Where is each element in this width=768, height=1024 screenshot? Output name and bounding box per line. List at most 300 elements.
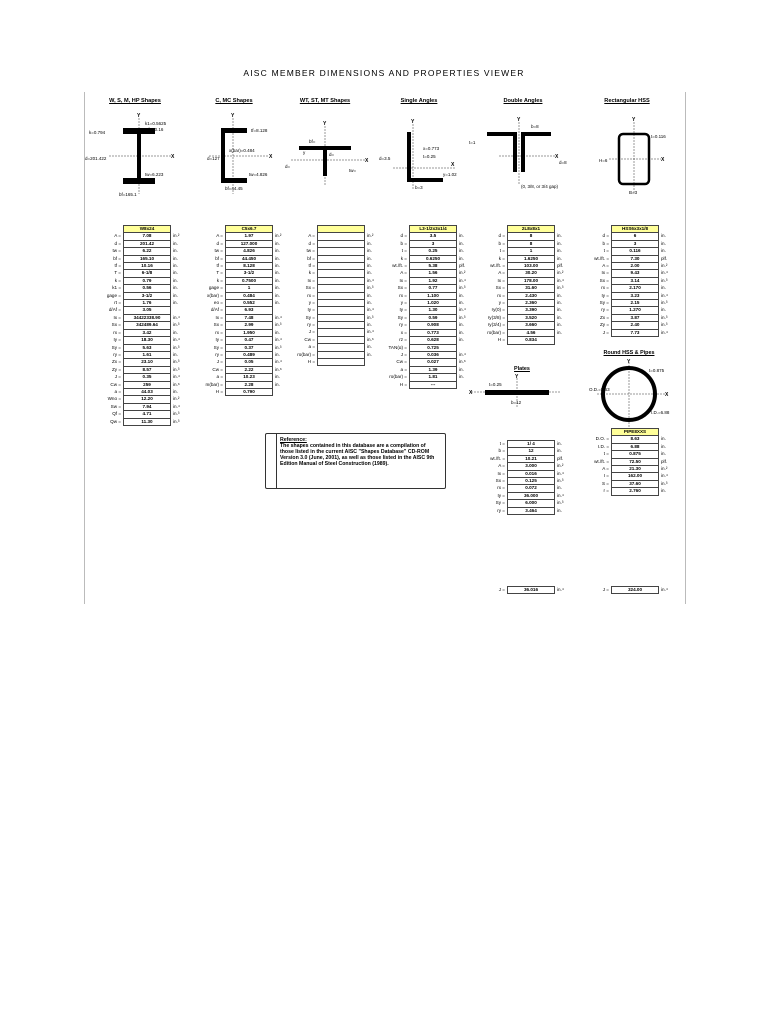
property-unit <box>457 344 466 351</box>
property-value: 7.73 <box>612 329 659 336</box>
property-value: 0.05 <box>226 359 273 366</box>
property-label: J = <box>308 329 315 335</box>
angle-d-label: d=3.5 <box>379 156 391 161</box>
property-value: 3-1/2 <box>124 292 171 299</box>
property-unit <box>273 388 282 395</box>
reference-text: The shapes contained in this database are a compilation of those listed in the current AISC "Shapes Database" CD-ROM Version 3.0 (June, 2001), as well as those listed in the AISC 9th Edition Manual of Steel Construction (1989). <box>280 443 435 468</box>
property-value: 1.81 <box>410 374 457 381</box>
property-label: k = <box>498 255 505 261</box>
property-unit: in. <box>275 374 280 380</box>
property-label: Ix = <box>307 277 315 283</box>
property-label: wt./ft. = <box>392 263 407 269</box>
property-label: rx = <box>307 292 315 298</box>
property-unit: in.² <box>557 463 564 469</box>
property-value: 37.60 <box>612 480 659 487</box>
wt-shape-diagram <box>285 112 375 202</box>
dangle-shape-name[interactable]: 2L8x8x1 <box>508 226 555 233</box>
property-value: 103.00 <box>508 263 555 270</box>
property-unit: in.³ <box>557 500 564 506</box>
property-label: d/Af = <box>210 307 223 313</box>
property-value: 2.170 <box>612 285 659 292</box>
property-row <box>471 270 564 277</box>
property-row <box>281 359 374 366</box>
property-value: 3.87 <box>612 314 659 321</box>
property-label: Sx = <box>111 322 121 328</box>
property-label: ry = <box>307 322 315 328</box>
property-row <box>189 263 282 270</box>
property-unit: in. <box>173 240 178 246</box>
property-unit: in. <box>275 240 280 246</box>
property-label: ro(bar) = <box>389 374 407 380</box>
property-label: Qw = <box>110 418 121 424</box>
property-value <box>318 292 365 299</box>
property-row <box>87 285 180 292</box>
property-row <box>87 418 180 425</box>
property-unit: in. <box>173 270 178 276</box>
property-label: d/Af = <box>108 307 121 313</box>
property-value: 2.760 <box>612 488 659 495</box>
hss-shape-name[interactable]: HSS6x3x1/8 <box>612 226 659 233</box>
property-row <box>471 455 564 462</box>
property-label: tw = <box>306 248 315 254</box>
property-label: A = <box>602 263 609 269</box>
property-unit: in.³ <box>661 277 668 283</box>
property-unit: in.⁶ <box>459 359 466 365</box>
property-unit: in. <box>661 307 666 313</box>
property-unit: in. <box>275 285 280 291</box>
property-label: H = <box>307 359 315 365</box>
angle-y-dist-label: y=1.02 <box>443 172 457 177</box>
property-value: 4.56 <box>508 329 555 336</box>
property-row <box>471 485 564 492</box>
property-row <box>471 470 564 477</box>
pipe-j-value: 324.00 <box>612 587 659 594</box>
property-label: k = <box>216 277 223 283</box>
property-row <box>189 388 282 395</box>
property-row <box>189 381 282 388</box>
property-unit: in.³ <box>173 411 180 417</box>
property-row <box>87 263 180 270</box>
property-label: Cw = <box>212 366 223 372</box>
property-unit: in.² <box>661 263 668 269</box>
property-unit: in. <box>275 300 280 306</box>
property-unit: in. <box>459 255 464 261</box>
property-unit: in. <box>557 448 562 454</box>
property-row <box>281 314 374 321</box>
property-label: a = <box>400 366 407 372</box>
property-label: I = <box>603 473 609 479</box>
property-label: Ix = <box>399 277 407 283</box>
property-label: a = <box>114 388 121 394</box>
property-unit: in. <box>557 485 562 491</box>
property-value: 44.03 <box>124 388 171 395</box>
property-value: 0.116 <box>612 248 659 255</box>
plate-properties-table <box>471 440 564 515</box>
property-label: Iy = <box>497 492 505 498</box>
angle-b-label: b=3 <box>415 185 423 190</box>
round-t-label: t=0.875 <box>649 368 665 373</box>
property-label: gage = <box>208 285 223 291</box>
property-value: 8.63 <box>612 436 659 443</box>
dangle-gap-label: (0, 3/8, or 3/4 gap) <box>521 184 559 189</box>
property-row <box>87 374 180 381</box>
pipe-shape-name[interactable]: PIPE8XXS <box>612 429 659 436</box>
property-unit: in.³ <box>275 322 282 328</box>
wt-d2-label: d= <box>285 164 291 169</box>
property-unit: in.⁴ <box>557 470 564 476</box>
property-row <box>575 240 668 247</box>
property-value: 34422338.90 <box>124 314 171 321</box>
property-row <box>87 277 180 284</box>
property-unit: in.⁴ <box>173 337 180 343</box>
property-row <box>373 263 466 270</box>
property-row <box>575 263 668 270</box>
property-row <box>373 337 466 344</box>
property-value: 7.30 <box>612 255 659 262</box>
property-value: 0.489 <box>226 351 273 358</box>
property-value <box>318 314 365 321</box>
single-angle-diagram <box>379 112 465 202</box>
property-value: 1.92 <box>410 277 457 284</box>
plate-j-unit: in.⁴ <box>557 587 564 592</box>
property-value: 0.628 <box>410 337 457 344</box>
property-label: Sy = <box>213 344 223 350</box>
plate-properties-block <box>471 440 564 515</box>
property-row <box>575 329 668 336</box>
property-value: 3.000 <box>508 463 555 470</box>
property-unit: in. <box>459 337 464 343</box>
property-label: b = <box>498 240 505 246</box>
property-label: Cw = <box>396 359 407 365</box>
property-unit: in. <box>367 255 372 261</box>
c-properties-table <box>189 225 282 396</box>
property-row <box>281 344 374 351</box>
angle-y-axis-label: Y <box>411 119 415 125</box>
property-unit: in.⁴ <box>661 270 668 276</box>
property-label: rx = <box>497 485 505 491</box>
property-value: 5.63 <box>124 344 171 351</box>
property-label: A = <box>308 233 315 239</box>
property-row <box>471 263 564 270</box>
property-unit: in. <box>173 248 178 254</box>
property-value: 2.430 <box>508 292 555 299</box>
property-label: ry = <box>215 351 223 357</box>
property-row <box>373 248 466 255</box>
property-value: 5.38 <box>410 263 457 270</box>
header-round-hss: Round HSS & Pipes <box>603 350 655 356</box>
reference-title: Reference: <box>280 437 307 443</box>
viewer-sheet <box>84 92 686 604</box>
property-value: 2.40 <box>612 322 659 329</box>
property-row <box>373 255 466 262</box>
property-label: ry = <box>399 322 407 328</box>
property-label: b = <box>498 448 505 454</box>
property-value: 0.773 <box>410 329 457 336</box>
property-label: Sx = <box>305 285 315 291</box>
property-row <box>575 473 668 480</box>
property-unit: in. <box>661 436 666 442</box>
property-row <box>471 329 564 336</box>
property-row <box>373 277 466 284</box>
property-label: y = <box>400 300 407 306</box>
angle-shape-name[interactable]: L3-1/2x3x1/4 <box>410 226 457 233</box>
dangle-rows <box>471 233 564 344</box>
property-row <box>373 314 466 321</box>
property-value: 0.79 <box>124 277 171 284</box>
property-label: d = <box>602 233 609 239</box>
property-unit: in.⁴ <box>173 374 180 380</box>
property-value: 6-1/8 <box>124 270 171 277</box>
property-unit: in.⁴ <box>173 314 180 320</box>
property-unit: in. <box>661 240 666 246</box>
property-label: rx = <box>601 285 609 291</box>
property-label: Sy = <box>599 300 609 306</box>
property-value: 21.30 <box>612 466 659 473</box>
w-y-axis-label: Y <box>137 113 141 119</box>
property-row <box>373 374 466 381</box>
property-value: 0.725 <box>410 344 457 351</box>
property-label: Sy = <box>305 314 315 320</box>
property-value: 162.00 <box>612 473 659 480</box>
property-unit: in. <box>173 277 178 283</box>
property-row <box>373 351 466 358</box>
property-row <box>87 396 180 403</box>
property-unit: in. <box>661 233 666 239</box>
property-label: t = <box>499 248 505 254</box>
property-row <box>471 300 564 307</box>
wt-properties-table <box>281 225 374 366</box>
property-label: t = <box>603 248 609 254</box>
property-row <box>471 307 564 314</box>
property-unit: in. <box>367 248 372 254</box>
property-unit: in. <box>459 233 464 239</box>
property-value: 36.000 <box>508 492 555 499</box>
property-row <box>575 248 668 255</box>
property-label: Wno = <box>107 396 121 402</box>
property-unit: in. <box>275 292 280 298</box>
property-unit: in.³ <box>173 344 180 350</box>
angle-properties-table <box>373 225 466 389</box>
property-row <box>87 300 180 307</box>
property-label: A = <box>216 233 223 239</box>
property-value: 10.23 <box>226 374 273 381</box>
property-label: H = <box>215 388 223 394</box>
property-row <box>575 285 668 292</box>
property-label: A = <box>498 270 505 276</box>
property-row <box>373 381 466 388</box>
property-row <box>189 366 282 373</box>
property-label: Zx = <box>111 359 121 365</box>
property-unit: in.⁴ <box>459 351 466 357</box>
property-value <box>318 344 365 351</box>
property-label: ry = <box>497 507 505 513</box>
property-label: J = <box>400 351 407 357</box>
property-unit: in.³ <box>173 322 180 328</box>
wt-ybar-label: y <box>303 150 306 155</box>
property-row <box>189 300 282 307</box>
property-row <box>575 314 668 321</box>
property-row <box>471 248 564 255</box>
property-label: y = <box>498 300 505 306</box>
property-value: 0.484 <box>226 292 273 299</box>
property-value: 7.08 <box>124 233 171 240</box>
property-row <box>471 233 564 240</box>
property-label: k = <box>400 255 407 261</box>
property-row <box>471 478 564 485</box>
w-shape-name[interactable]: W8x24 <box>124 226 171 233</box>
property-row <box>373 307 466 314</box>
scroll-curl <box>268 434 277 488</box>
property-row <box>373 240 466 247</box>
dangle-t-label: t=1 <box>469 140 476 145</box>
property-row <box>281 270 374 277</box>
property-label: x = <box>400 329 407 335</box>
c-xbar-label: x(bar)=0.484 <box>229 148 255 153</box>
property-row <box>189 277 282 284</box>
property-unit: in.³ <box>661 322 668 328</box>
property-label: Sx = <box>599 277 609 283</box>
property-unit: in.⁴ <box>275 359 282 365</box>
property-row <box>189 329 282 336</box>
property-value: 0.875 <box>612 451 659 458</box>
property-row <box>87 248 180 255</box>
property-label: Iy = <box>601 292 609 298</box>
wt-x-axis-label: X <box>365 158 369 164</box>
header-double-angles: Double Angles <box>503 98 543 104</box>
w-properties-block <box>87 225 180 426</box>
property-unit: in. <box>459 292 464 298</box>
property-row <box>189 255 282 262</box>
property-value: 178.00 <box>508 277 555 284</box>
round-id-label: I.D.=6.88 <box>651 410 670 415</box>
property-value <box>318 255 365 262</box>
property-unit: in.⁴ <box>661 329 668 335</box>
property-row <box>87 403 180 410</box>
property-label: Ix = <box>215 314 223 320</box>
property-label: m(bar) = <box>205 381 223 387</box>
property-unit: in. <box>367 351 372 357</box>
property-label: Sw = <box>110 403 121 409</box>
property-unit: in.³ <box>367 314 374 320</box>
property-value: 10.16 <box>124 263 171 270</box>
property-unit: in. <box>557 248 562 254</box>
plate-j-block <box>471 586 564 594</box>
property-value: 12.20 <box>124 396 171 403</box>
property-unit: in. <box>173 329 178 335</box>
property-value: 1.76 <box>124 300 171 307</box>
property-value: 0.908 <box>410 322 457 329</box>
property-unit: in.³ <box>459 314 466 320</box>
property-value <box>318 307 365 314</box>
property-label: bf = <box>113 255 121 261</box>
wt-shape-name[interactable] <box>318 226 365 233</box>
property-label: rx = <box>399 292 407 298</box>
property-label: d = <box>216 240 223 246</box>
property-row <box>281 255 374 262</box>
property-value: 1.39 <box>410 366 457 373</box>
property-value: 3-1/2 <box>226 270 273 277</box>
property-label: tw = <box>112 248 121 254</box>
property-row <box>575 458 668 465</box>
w-rows <box>87 233 180 426</box>
w-bf-label: bf=165.1 <box>119 192 137 197</box>
property-unit: in. <box>275 248 280 254</box>
property-value: 8.57 <box>124 366 171 373</box>
property-value: 0.790 <box>226 388 273 395</box>
property-unit: in. <box>557 255 562 261</box>
property-value: 1.100 <box>410 292 457 299</box>
hss-t-label: t=0.116 <box>651 134 666 139</box>
w-tf-label: tf=10.16 <box>147 127 164 132</box>
property-row <box>281 277 374 284</box>
property-value <box>318 359 365 366</box>
round-y-axis-label: Y <box>627 359 631 365</box>
property-value: 8.128 <box>226 263 273 270</box>
property-value: 4.826 <box>226 248 273 255</box>
property-value: 1.61 <box>124 351 171 358</box>
property-row <box>281 329 374 336</box>
property-unit: in.⁴ <box>367 307 374 313</box>
property-value <box>318 351 365 358</box>
property-value: 0.47 <box>226 337 273 344</box>
property-row <box>575 443 668 450</box>
hss-b-label: B=3 <box>629 190 638 195</box>
property-value: 2.00 <box>612 263 659 270</box>
property-row <box>575 270 668 277</box>
angle-x-dist-label: x=0.773 <box>423 146 440 151</box>
property-label: b = <box>400 240 407 246</box>
property-unit: in.⁴ <box>661 473 668 479</box>
property-row <box>281 248 374 255</box>
property-row <box>373 344 466 351</box>
property-value <box>318 299 365 306</box>
plate-diagram <box>465 372 585 412</box>
property-row <box>87 270 180 277</box>
property-value: 0.552 <box>226 300 273 307</box>
property-label: Iy = <box>113 337 121 343</box>
property-value: --- <box>410 381 457 388</box>
property-label: Sy = <box>111 344 121 350</box>
property-label: a = <box>308 344 315 350</box>
w-x-axis-label: X <box>171 154 175 160</box>
property-row <box>87 381 180 388</box>
angle-x-axis-label: X <box>451 162 455 168</box>
property-value: 0.56 <box>124 285 171 292</box>
property-row <box>189 285 282 292</box>
property-value: 23.10 <box>124 359 171 366</box>
property-value <box>318 233 365 240</box>
property-row <box>471 337 564 344</box>
dangle-d-label: d=8 <box>559 160 567 165</box>
hss-properties-table <box>575 225 668 337</box>
property-value: 1.56 <box>410 270 457 277</box>
property-row <box>373 285 466 292</box>
property-label: bf = <box>215 255 223 261</box>
property-value: 0.027 <box>410 359 457 366</box>
property-unit: in. <box>557 292 562 298</box>
property-row <box>575 233 668 240</box>
header-c-shapes: C, MC Shapes <box>215 98 253 104</box>
round-od-label: O.D.=8.63 <box>589 387 610 392</box>
c-shape-name[interactable]: C5x6.7 <box>226 226 273 233</box>
property-row <box>373 329 466 336</box>
property-value: 0.036 <box>410 351 457 358</box>
property-label: Cw = <box>110 381 121 387</box>
property-label: rz = <box>399 337 407 343</box>
property-value: 342489.64 <box>124 322 171 329</box>
property-label: A = <box>400 270 407 276</box>
property-row <box>189 337 282 344</box>
